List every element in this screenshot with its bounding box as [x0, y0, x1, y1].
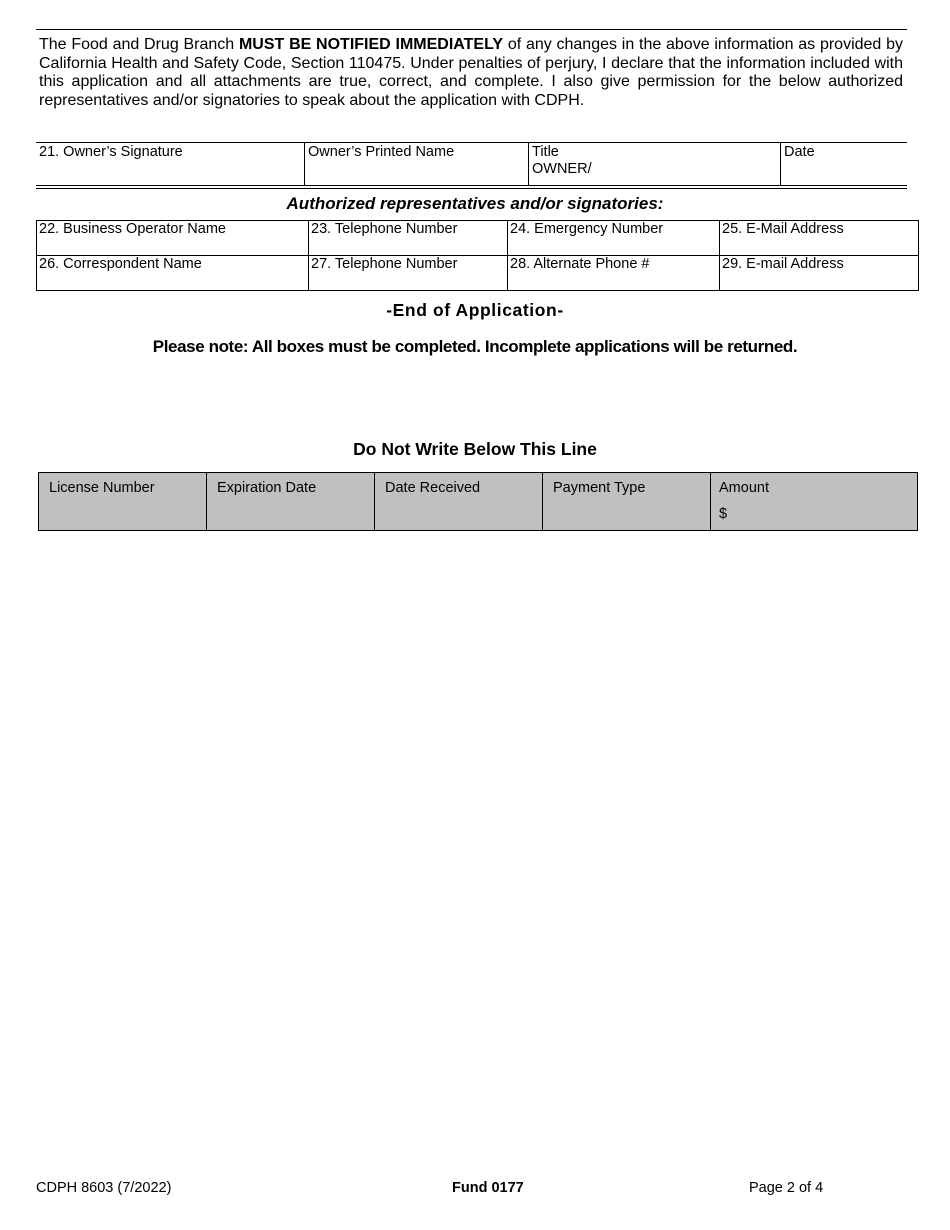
owner-date-label: Date: [784, 144, 815, 160]
authorized-heading: Authorized representatives and/or signatories:: [286, 194, 664, 213]
owner-printed-name-label: Owner’s Printed Name: [308, 144, 455, 160]
telephone-number-field-1[interactable]: [309, 221, 508, 256]
expiration-date-label: Expiration Date: [217, 480, 317, 496]
owner-signature-label: 21. Owner’s Signature: [39, 144, 183, 160]
alternate-phone-field[interactable]: [508, 256, 720, 291]
alternate-phone-label: 28. Alternate Phone #: [510, 256, 650, 272]
correspondent-name-field[interactable]: [37, 256, 309, 291]
do-not-write-heading: Do Not Write Below This Line: [353, 439, 597, 459]
owner-title-value: OWNER/: [532, 161, 592, 177]
email-address-field-1[interactable]: [720, 221, 919, 256]
declaration-prefix: The Food and Drug Branch: [39, 36, 239, 53]
signature-bottom-rule-1: [36, 185, 907, 186]
owner-printed-name-field[interactable]: [305, 143, 529, 186]
payment-type-label: Payment Type: [553, 480, 646, 496]
expiration-date-field: [207, 473, 375, 531]
authorized-row-2: [37, 256, 919, 291]
payment-type-field: [543, 473, 711, 531]
office-use-table: [38, 472, 918, 531]
owner-signature-field[interactable]: [36, 143, 305, 186]
declaration-paragraph: [39, 36, 903, 110]
correspondent-name-label: 26. Correspondent Name: [39, 256, 202, 272]
declaration-emphasis: MUST BE NOTIFIED IMMEDIATELY: [238, 36, 504, 53]
license-number-label: License Number: [49, 480, 155, 496]
signature-bottom-rule-2: [36, 188, 907, 189]
owner-date-field[interactable]: [781, 143, 908, 186]
email-address-field-2[interactable]: [720, 256, 919, 291]
completion-note: Please note: All boxes must be completed. Incomplete applications will be returned.: [152, 337, 798, 356]
authorized-table: [36, 220, 919, 291]
end-of-application: -End of Application-: [386, 300, 564, 320]
email-address-label-1: 25. E-Mail Address: [722, 221, 844, 237]
email-address-label-2: 29. E-mail Address: [722, 256, 844, 272]
date-received-field: [375, 473, 543, 531]
authorized-row-1: [37, 221, 919, 256]
page-number: Page 2 of 4: [749, 1180, 824, 1196]
amount-field: [711, 473, 918, 531]
emergency-number-field[interactable]: [508, 221, 720, 256]
business-operator-name-field[interactable]: [37, 221, 309, 256]
telephone-number-label-1: 23. Telephone Number: [311, 221, 458, 237]
date-received-label: Date Received: [385, 480, 481, 496]
amount-label: Amount: [719, 480, 769, 496]
business-operator-name-label: 22. Business Operator Name: [39, 221, 226, 237]
amount-symbol: $: [719, 506, 728, 522]
emergency-number-label: 24. Emergency Number: [510, 221, 664, 237]
form-id: CDPH 8603 (7/2022): [36, 1180, 172, 1196]
owner-signature-table: [36, 143, 907, 186]
fund-number: Fund 0177: [452, 1180, 524, 1196]
top-rule: [36, 29, 907, 30]
telephone-number-label-2: 27. Telephone Number: [311, 256, 458, 272]
license-number-field: [39, 473, 207, 531]
telephone-number-field-2[interactable]: [309, 256, 508, 291]
owner-title-field[interactable]: [529, 143, 781, 186]
declaration-suffix: of any changes in the above information as provided by California Health and Safety Code, Section 110475. Under penalties of perjury, I declare that the information included with this application and all attachments are true, correct, and complete. I also give permission for the below authorized representatives and/or signatories to speak about the application with CDPH.: [39, 36, 903, 109]
owner-title-label: Title: [532, 144, 559, 160]
